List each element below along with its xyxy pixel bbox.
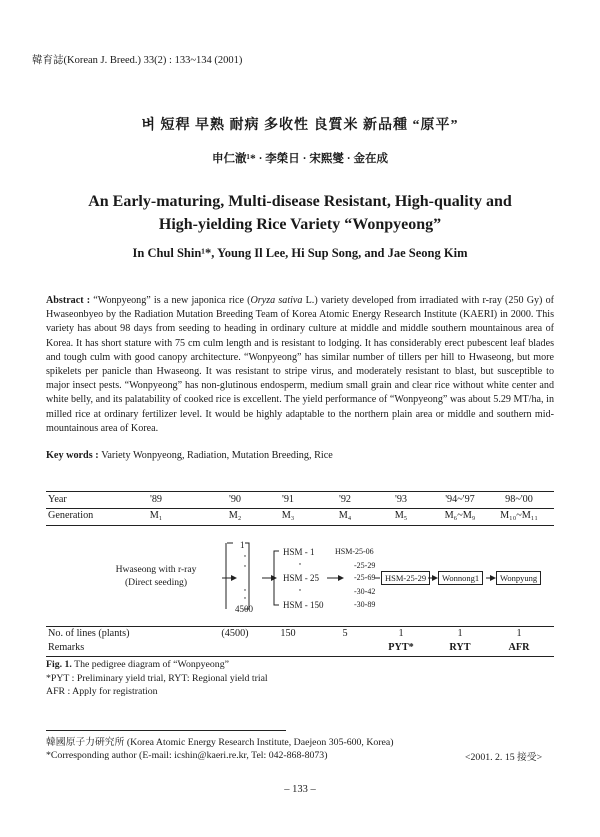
year-cell: '93 xyxy=(394,494,408,505)
english-authors: In Chul Shin¹*, Young Il Lee, Hi Sup Song, and Jae Seong Kim xyxy=(132,246,468,260)
generation-cell: M₁₀~M₁₁ xyxy=(500,510,538,521)
m2-top: 1 xyxy=(240,540,245,550)
box-wonnong1: Wonnong1 xyxy=(438,571,483,585)
line-92: -25-29 xyxy=(354,561,376,570)
year-cell: '92 xyxy=(338,494,352,505)
box-wonpyung: Wonpyung xyxy=(496,571,541,585)
generation-cell: M₆~M₉ xyxy=(444,510,476,521)
generation-label: Generation xyxy=(48,510,94,521)
line-92: -30-42 xyxy=(354,587,376,596)
abstract-text-2: L.) variety developed from irradiated with r-ray (250 Gy) of Hwaseonbyeo by the Radiation Mutation Breeding Team of Korea Atomic Energy Research Institute (KAERI) in 2000. This variety has about 98 days from seeding to heading in ordinary culture at middle and middle southern mountainous area of Korea. It has short stature with 75 cm culm length and is resistant to lodging. It has considerably erect pubescent leaf blades and tough culm with good canopy architecture. “Wonpyeong” has similar number of tillers per hill to Hwaseong, but more spikelets per panicle than Hwaseong. It was resistant to stripe virus, and moderately resistant to blast, but susceptible to major insect pests. “Wonpyeong” has non-glutinous endosperm, medium small grain and clear rice without white center and white belly, and its palatability of cooked rice is excellent. The yield performance of “Wonpyeong” was about 5.29 MT/ha, in milled rice at ordinary fertilizer level. It would be highly adaptable to the northern plain area or middle and southern mid-mountainous area of Korea. xyxy=(46,295,554,434)
footnote-rule xyxy=(46,730,286,731)
generation-cell: M₂ xyxy=(228,510,242,521)
year-cell: '89 xyxy=(149,494,163,505)
lines-cell: (4500) xyxy=(221,628,249,639)
caption-note-1: *PYT : Preliminary yield trial, RYT: Regional yield trial xyxy=(46,672,268,684)
line-92: -25-69 xyxy=(354,573,376,582)
lines-cell: 1 xyxy=(398,628,404,639)
abstract-text-1: “Wonpyeong” is a new japonica rice ( xyxy=(93,295,251,306)
year-cell: 98~'00 xyxy=(505,494,533,505)
lines-cell: 150 xyxy=(280,628,296,639)
abstract-species: Oryza sativa xyxy=(250,295,303,306)
hsm-1: HSM - 1 xyxy=(283,547,315,557)
journal-header: 韓育誌(Korean J. Breed.) 33(2) : 133~134 (2001) xyxy=(32,55,243,66)
lines-label: No. of lines (plants) xyxy=(48,628,130,639)
page-number: – 133 – xyxy=(284,784,316,795)
generation-cell: M₁ xyxy=(149,510,163,521)
caption-title xyxy=(46,658,268,672)
generation-cell: M₄ xyxy=(338,510,352,521)
footnote-institute: 韓國原子力硏究所 (Korea Atomic Energy Research Institute, Daejeon 305-600, Korea) xyxy=(46,737,394,748)
remarks-cell: AFR xyxy=(508,642,530,653)
footnote-corresponding: *Corresponding author (E-mail: icshin@kaeri.re.kr, Tel: 042-868-8073) xyxy=(46,750,328,761)
caption-fig-label: Fig. 1. xyxy=(46,659,72,670)
table-rule xyxy=(46,626,554,627)
lines-cell: 5 xyxy=(342,628,348,639)
abstract-label: Abstract : xyxy=(46,295,94,306)
english-title-line1: An Early-maturing, Multi-disease Resistant, High-quality and xyxy=(88,193,512,210)
lines-cell: 1 xyxy=(516,628,522,639)
korean-authors: 申仁澈¹* · 李榮日 · 宋熙燮 · 金在成 xyxy=(212,153,388,165)
remarks-cell: RYT xyxy=(449,642,471,653)
keywords-text: Variety Wonpyeong, Radiation, Mutation Breeding, Rice xyxy=(101,450,333,461)
figure-caption xyxy=(46,658,268,699)
year-label: Year xyxy=(48,494,67,505)
year-cell: '90 xyxy=(228,494,242,505)
remarks-cell: PYT* xyxy=(388,642,414,653)
line-92: -30-89 xyxy=(354,600,376,609)
remarks-label: Remarks xyxy=(48,642,85,653)
caption-note-2: AFR : Apply for registration xyxy=(46,686,158,697)
english-title-line2: High-yielding Rice Variety “Wonpyeong” xyxy=(158,216,442,233)
footnote xyxy=(46,736,394,762)
source-line2: (Direct seeding) xyxy=(124,577,188,588)
received-date: <2001. 2. 15 接受> xyxy=(465,752,543,763)
m2-bottom: 4500 xyxy=(235,604,253,614)
hsm-25: HSM - 25 xyxy=(283,573,320,583)
source-line1: Hwaseong with r-ray xyxy=(115,564,197,575)
line-92: HSM-25-06 xyxy=(335,547,374,556)
keywords-label: Key words : xyxy=(46,450,102,461)
korean-title: 벼 短稈 早熟 耐病 多收性 良質米 新品種 “原平” xyxy=(141,118,459,133)
generation-cell: M₃ xyxy=(281,510,295,521)
generation-cell: M₅ xyxy=(394,510,408,521)
caption-text: The pedigree diagram of “Wonpyeong” xyxy=(71,659,229,670)
lines-cell: 1 xyxy=(457,628,463,639)
hsm-150: HSM - 150 xyxy=(283,600,324,610)
year-cell: '91 xyxy=(281,494,295,505)
box-hsm-25-29: HSM-25-29 xyxy=(381,571,430,585)
year-cell: '94~'97 xyxy=(445,494,475,505)
table-bottom-rule xyxy=(46,656,554,657)
